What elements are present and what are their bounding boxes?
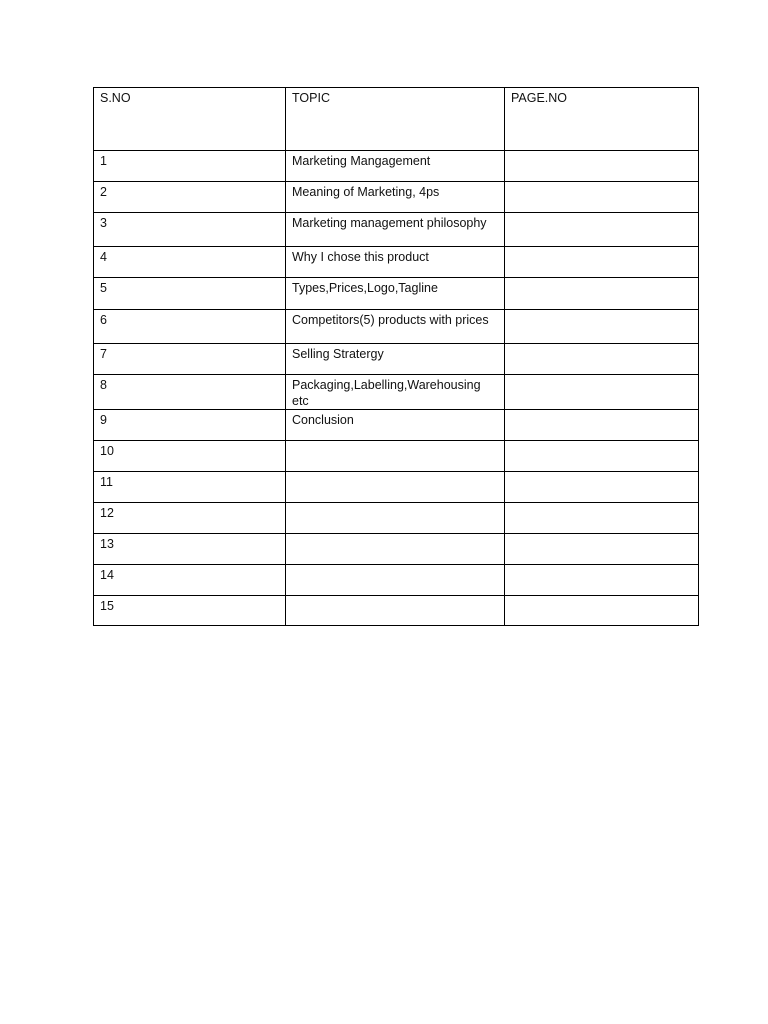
cell-sno: 12 <box>94 503 286 534</box>
header-sno: S.NO <box>94 88 286 151</box>
cell-page <box>505 344 699 375</box>
cell-sno: 8 <box>94 375 286 410</box>
cell-sno: 13 <box>94 534 286 565</box>
header-topic: TOPIC <box>286 88 505 151</box>
table-row <box>94 182 699 213</box>
cell-topic <box>286 596 505 626</box>
cell-sno: 15 <box>94 596 286 626</box>
table-row <box>94 310 699 344</box>
cell-topic: Competitors(5) products with prices <box>286 310 505 344</box>
cell-page <box>505 534 699 565</box>
cell-sno: 9 <box>94 410 286 441</box>
table-row <box>94 534 699 565</box>
table-row <box>94 213 699 247</box>
cell-sno: 5 <box>94 278 286 310</box>
header-page-no: PAGE.NO <box>505 88 699 151</box>
cell-sno: 14 <box>94 565 286 596</box>
cell-sno: 4 <box>94 247 286 278</box>
cell-sno: 7 <box>94 344 286 375</box>
cell-page <box>505 375 699 410</box>
cell-page <box>505 213 699 247</box>
cell-topic <box>286 565 505 596</box>
cell-page <box>505 410 699 441</box>
table-row <box>94 247 699 278</box>
cell-topic: Marketing Mangagement <box>286 151 505 182</box>
cell-topic <box>286 441 505 472</box>
table-row <box>94 375 699 410</box>
table-row <box>94 503 699 534</box>
cell-page <box>505 278 699 310</box>
cell-topic: Marketing management philosophy <box>286 213 505 247</box>
table-row <box>94 344 699 375</box>
table-row <box>94 278 699 310</box>
cell-page <box>505 247 699 278</box>
cell-sno: 6 <box>94 310 286 344</box>
cell-sno: 2 <box>94 182 286 213</box>
cell-sno: 3 <box>94 213 286 247</box>
cell-page <box>505 182 699 213</box>
cell-topic: Meaning of Marketing, 4ps <box>286 182 505 213</box>
cell-topic <box>286 503 505 534</box>
table-row <box>94 596 699 626</box>
cell-sno: 11 <box>94 472 286 503</box>
contents-table <box>93 87 699 626</box>
cell-topic <box>286 534 505 565</box>
cell-page <box>505 441 699 472</box>
table-row <box>94 565 699 596</box>
cell-sno: 10 <box>94 441 286 472</box>
table-header-row <box>94 88 699 151</box>
cell-topic <box>286 472 505 503</box>
table-row <box>94 441 699 472</box>
cell-page <box>505 472 699 503</box>
cell-topic: Types,Prices,Logo,Tagline <box>286 278 505 310</box>
table-row <box>94 410 699 441</box>
cell-page <box>505 503 699 534</box>
table-row <box>94 472 699 503</box>
cell-topic: Selling Stratergy <box>286 344 505 375</box>
cell-topic: Packaging,Labelling,Warehousing etc <box>286 375 505 410</box>
cell-page <box>505 151 699 182</box>
cell-page <box>505 565 699 596</box>
cell-sno: 1 <box>94 151 286 182</box>
cell-page <box>505 310 699 344</box>
cell-page <box>505 596 699 626</box>
table-row <box>94 151 699 182</box>
cell-topic: Conclusion <box>286 410 505 441</box>
cell-topic: Why I chose this product <box>286 247 505 278</box>
